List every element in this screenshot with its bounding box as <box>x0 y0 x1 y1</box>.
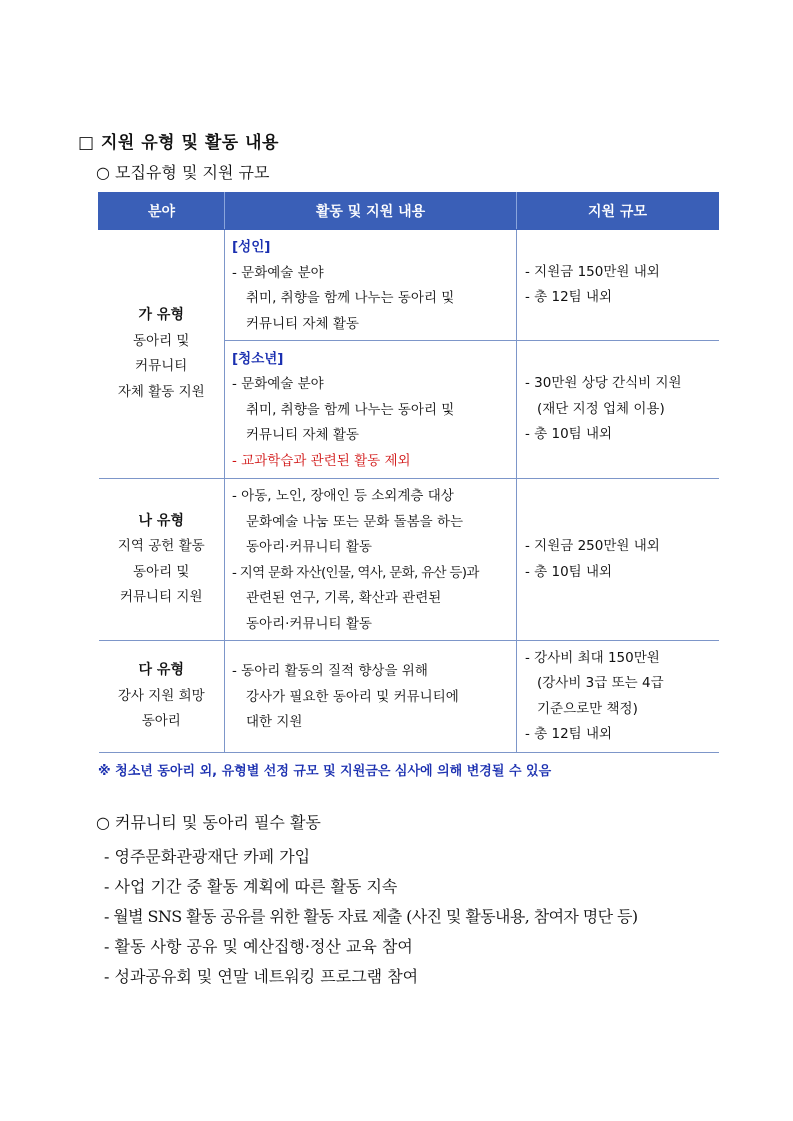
scale-line: - 지원금 150만원 내외 <box>525 263 660 280</box>
content-line: 동아리·커뮤니티 활동 <box>246 539 372 555</box>
content-line: 취미, 취향을 함께 나누는 동아리 및 <box>246 401 455 418</box>
type-desc: 지역 공헌 활동 <box>117 538 205 554</box>
table-note: ※ 청소년 동아리 외, 유형별 선정 규모 및 지원금은 심사에 의해 변경될 수 있음 <box>98 764 552 779</box>
type-c-cell <box>99 641 225 753</box>
header-scale: 지원 규모 <box>517 193 719 230</box>
required-title: ○ 커뮤니티 및 동아리 필수 활동 <box>96 813 321 832</box>
content-line: 커뮤니티 자체 활동 <box>246 427 359 444</box>
content-line: 대한 지원 <box>246 714 303 731</box>
type-c-scale-cell <box>517 641 719 753</box>
type-desc: 자체 활동 지원 <box>117 383 205 400</box>
list-item: - 영주문화관광재단 카페 가입 <box>104 847 311 866</box>
subsection-title: ○ 모집유형 및 지원 규모 <box>96 163 270 182</box>
scale-line: - 30만원 상당 간식비 지원 <box>525 375 682 392</box>
scale-line: - 총 10팀 내외 <box>525 426 613 443</box>
type-desc: 동아리 및 <box>133 563 190 580</box>
content-line: 커뮤니티 자체 활동 <box>246 315 359 332</box>
scale-line: (재단 지정 업체 이용) <box>537 400 665 417</box>
list-item: - 사업 기간 중 활동 계획에 따른 활동 지속 <box>104 877 398 896</box>
table-header-row <box>99 193 719 230</box>
content-line: - 동아리 활동의 질적 향상을 위해 <box>232 663 428 680</box>
content-line: 취미, 취향을 함께 나누는 동아리 및 <box>246 290 455 306</box>
type-desc: 동아리 및 <box>133 332 190 349</box>
category-label: [청소년] <box>232 350 284 367</box>
list-item: - 성과공유회 및 연말 네트워킹 프로그램 참여 <box>104 967 419 986</box>
header-content: 활동 및 지원 내용 <box>225 193 517 230</box>
type-desc: 강사 지원 희망 <box>117 687 205 704</box>
type-a-cell <box>99 230 225 479</box>
youth-scale-cell <box>517 341 719 479</box>
youth-content-cell <box>225 341 517 479</box>
type-desc: 커뮤니티 지원 <box>119 589 203 605</box>
content-line: - 문화예술 분야 <box>232 376 324 393</box>
content-line: 문화예술 나눔 또는 문화 돌봄을 하는 <box>246 513 464 530</box>
content-line: 관련된 연구, 기록, 확산과 관련된 <box>246 590 442 606</box>
content-line: 동아리·커뮤니티 활동 <box>246 615 372 632</box>
table-row <box>99 230 719 341</box>
support-table <box>98 192 719 753</box>
scale-line: - 총 10팀 내외 <box>525 563 613 580</box>
content-line: - 아동, 노인, 장애인 등 소외계층 대상 <box>232 488 454 504</box>
adult-scale-cell <box>517 230 719 341</box>
scale-line: - 지원금 250만원 내외 <box>525 538 660 554</box>
type-b-content-cell <box>225 479 517 641</box>
type-name: 나 유형 <box>138 512 184 529</box>
scale-line: (강사비 3급 또는 4급 <box>537 675 664 691</box>
type-c-content-cell <box>225 641 517 753</box>
category-label: [성인] <box>232 239 271 255</box>
content-line: - 문화예술 분야 <box>232 264 324 281</box>
adult-content-cell <box>225 230 517 341</box>
exclusion-line: - 교과학습과 관련된 활동 제외 <box>232 452 411 469</box>
type-desc: 동아리 <box>141 713 181 730</box>
header-field: 분야 <box>99 193 225 230</box>
required-activities <box>96 810 637 992</box>
type-b-scale-cell <box>517 479 719 641</box>
section-title: □ 지원 유형 및 활동 내용 <box>78 133 279 153</box>
scale-line: - 강사비 최대 150만원 <box>525 649 660 666</box>
table-row <box>99 641 719 753</box>
list-item: - 활동 사항 공유 및 예산집행·정산 교육 참여 <box>104 937 413 956</box>
scale-line: - 총 12팀 내외 <box>525 289 613 305</box>
type-desc: 커뮤니티 <box>135 358 188 374</box>
scale-line: - 총 12팀 내외 <box>525 726 613 742</box>
type-name: 가 유형 <box>138 307 184 323</box>
content-line: - 지역 문화 자산(인물, 역사, 문화, 유산 등)과 <box>232 564 479 581</box>
table-row <box>99 479 719 641</box>
type-name: 다 유형 <box>138 662 184 679</box>
scale-line: 기준으로만 책정) <box>537 700 638 717</box>
content-line: 강사가 필요한 동아리 및 커뮤니티에 <box>246 688 459 705</box>
type-b-cell <box>99 479 225 641</box>
list-item: - 월별 SNS 활동 공유를 위한 활동 자료 제출 (사진 및 활동내용, 참여자 명단 등) <box>104 907 638 926</box>
